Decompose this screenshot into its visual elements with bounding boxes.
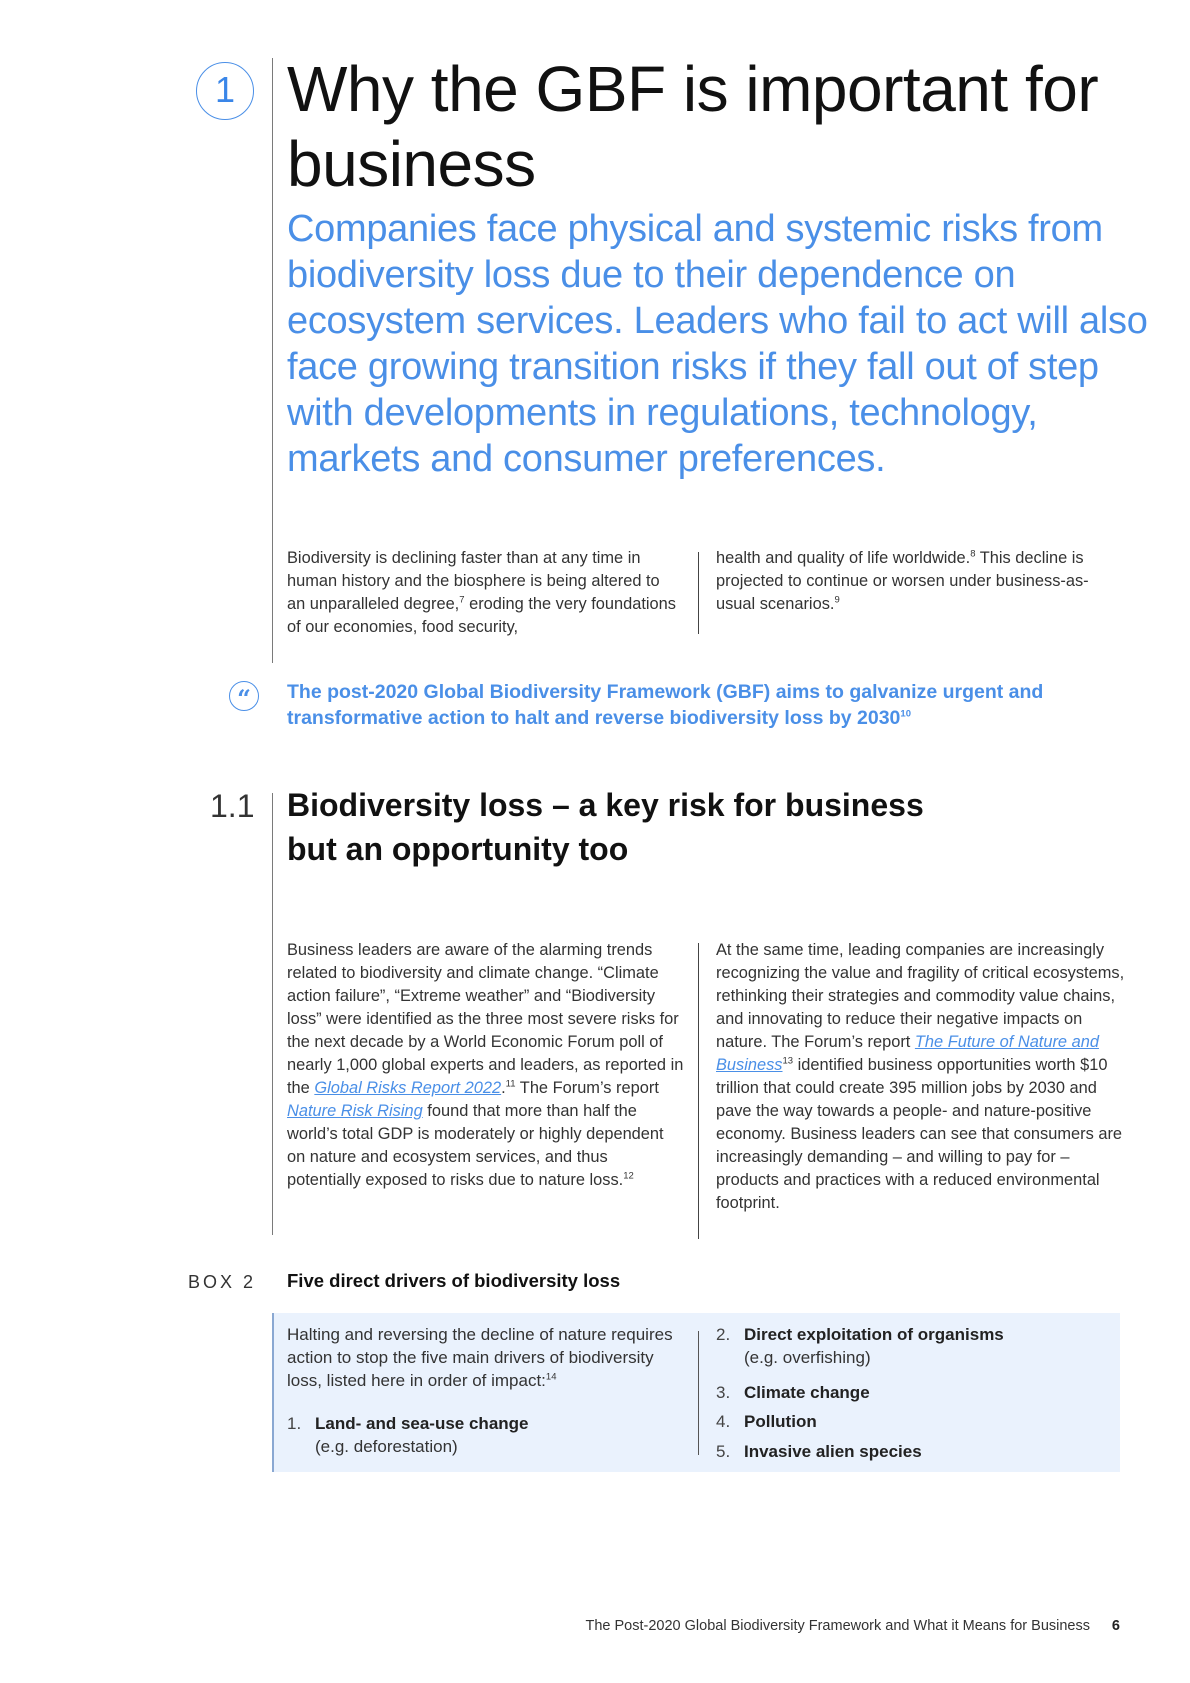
pull-quote: The post-2020 Global Biodiversity Framework (GBF) aims to galvanize urgent and transformative action to halt and reverse biodiversity loss by 2030$^{10}$: [287, 681, 1044, 729]
driver-item: 5. Invasive alien species: [716, 1442, 922, 1461]
chapter-number-badge: 1: [196, 62, 254, 120]
section-column-divider: [698, 943, 699, 1239]
section-left-column: Business leaders are aware of the alarming trends related to biodiversity and climate change. “Climate action failure”, “Extreme weather” and “Biodiversity loss” were identified as the three most severe risks for the next decade by a World Economic Forum poll of nearly 1,000 global experts and leaders, as reported in the Global Risks Report 2022.11 The Forum’s report Nature Risk Rising found that more than half the world’s total GDP is moderately or highly dependent on nature and ecosystem services, and thus potentially exposed to risks due to nature loss.$^{12}$: [287, 941, 684, 1189]
link-nature-risk-rising[interactable]: Nature Risk Rising: [287, 1102, 423, 1120]
intro-left-column: Biodiversity is declining faster than at any time in human history and the biosphere is being altered to an unparalleled degree,$^7$ eroding the very foundations of our economies, food security,: [287, 549, 676, 636]
footnote-ref: 12: [623, 1170, 634, 1182]
section-number: 1.1: [210, 788, 255, 824]
footnote-ref: 13: [782, 1055, 794, 1067]
page-number: 6: [1111, 1618, 1120, 1634]
box-intro: Halting and reversing the decline of nature requires action to stop the five main drivers of biodiversity loss, listed here in order of impact:$^{14}$: [287, 1325, 673, 1390]
link-future-of-nature-and-business[interactable]: The Future of Nature and Business: [716, 1033, 1099, 1074]
driver-item: 4. Pollution: [716, 1412, 817, 1431]
section-right-column: At the same time, leading companies are increasingly recognizing the value and fragility of critical ecosystems, rethinking their strategies and commodity value chains, and innovating to reduce their negative impacts on nature. The Forum’s report The Future of Nature and Business$^{13}$ identified business opportunities worth $10 trillion that could create 395 million jobs by 2030 and pave the way towards a people- and nature-positive economy. Business leaders can see that consumers are increasingly demanding – and willing to pay for – products and practices with a reduced environmental footprint.: [716, 941, 1125, 1212]
footnote-ref: 8: [970, 548, 976, 560]
footnote-ref: 14: [545, 1371, 557, 1383]
box-title: Five direct drivers of biodiversity loss: [287, 1270, 621, 1291]
box-panel-accent: [272, 1313, 274, 1472]
driver-item: 2. Direct exploitation of organisms (e.g. overfishing): [716, 1325, 1004, 1367]
chapter-lead: Companies face physical and systemic risks from biodiversity loss due to their dependence on ecosystem services. Leaders who fail to act will also face growing transition risks if they fall out of step with developments in regulations, technology, markets and consumer preferences.: [287, 208, 1148, 480]
intro-right-column: health and quality of life worldwide.$^8$ This decline is projected to continue or worsen under business-as-usual scenarios.$^9$: [716, 548, 1089, 613]
section-title: Biodiversity loss – a key risk for business but an opportunity too: [287, 787, 924, 867]
chapter-rule: [272, 58, 273, 663]
driver-item: 3. Climate change: [716, 1383, 870, 1402]
section-rule: [272, 793, 273, 1235]
footnote-ref: 7: [459, 594, 465, 606]
footnote-ref: 10: [900, 708, 911, 720]
footnote-ref: 9: [834, 594, 840, 606]
driver-item: 1. Land- and sea-use change (e.g. deforestation): [287, 1414, 529, 1456]
box-label: BOX 2: [188, 1272, 257, 1292]
intro-column-divider: [698, 552, 699, 634]
footer-document-title: The Post-2020 Global Biodiversity Framework and What it Means for Business: [585, 1618, 1090, 1634]
footnote-ref: 11: [505, 1078, 516, 1090]
chapter-title: Why the GBF is important for business: [287, 53, 1099, 200]
quote-icon: “: [229, 681, 259, 711]
link-global-risks-report[interactable]: Global Risks Report 2022: [314, 1079, 502, 1097]
box-column-divider: [698, 1331, 699, 1455]
